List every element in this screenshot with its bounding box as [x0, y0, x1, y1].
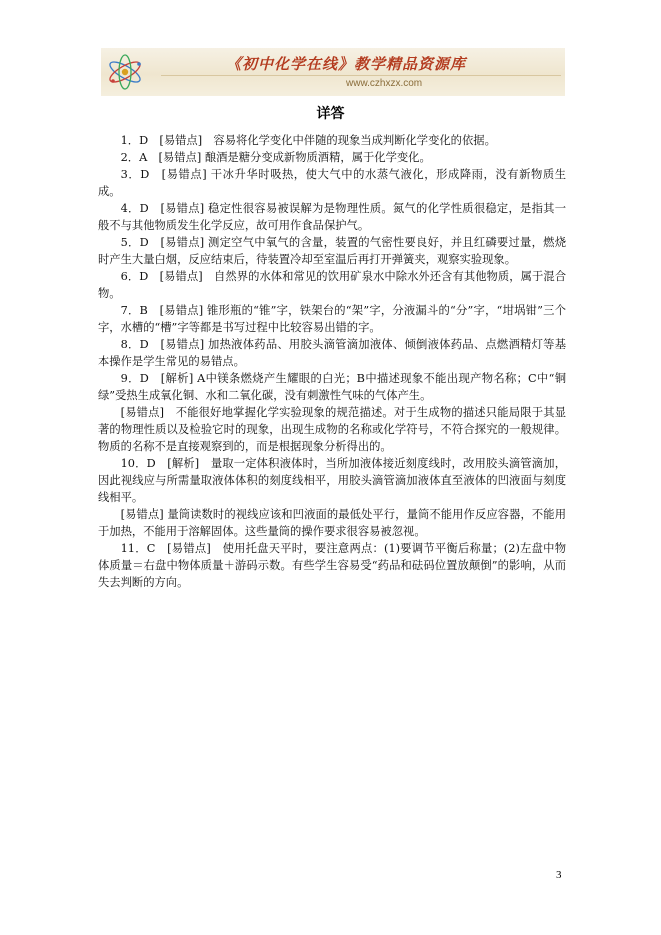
resource-banner — [101, 48, 565, 96]
atom-logo-icon — [101, 48, 157, 96]
answer-paragraph: 3．D [易错点] 干冰升华时吸热，使大气中的水蒸气液化，形成降雨，没有新物质生成。 — [98, 168, 566, 198]
answer-list — [98, 132, 566, 591]
page-number: 3 — [556, 869, 562, 881]
answer-paragraph: [易错点] 量筒读数时的视线应该和凹液面的最低处平行，量筒不能用作反应容器，不能用于加热，不能用于溶解固体。这些量筒的操作要求很容易被忽视。 — [98, 508, 566, 538]
banner-url: www.czhxzx.com — [346, 78, 423, 89]
answer-paragraph: 9．D [解析] A中镁条燃烧产生耀眼的白光；B中描述现象不能出现产物名称；C中“铜绿”受热生成氧化铜、水和二氧化碳，没有刺激性气味的气体产生。 — [98, 372, 566, 402]
answer-paragraph: 1．D [易错点] 容易将化学变化中伴随的现象当成判断化学变化的依据。 — [120, 134, 496, 147]
page-title: 详答 — [316, 106, 345, 122]
answer-paragraph: 4．D [易错点] 稳定性很容易被误解为是物理性质。氮气的化学性质很稳定，是指其一般不与其他物质发生化学反应，故可用作食品保护气。 — [98, 202, 566, 232]
answer-paragraph: 5．D [易错点] 测定空气中氧气的含量，装置的气密性要良好，并且红磷要过量，燃烧时产生大量白烟，反应结束后，待装置冷却至室温后再打开弹簧夹，观察实验现象。 — [98, 236, 566, 266]
answer-paragraph: [易错点] 不能很好地掌握化学实验现象的规范描述。对于生成物的描述只能局限于其显著的物理性质以及检验它时的现象，出现生成物的名称或化学符号，不符合探究的一般规律。物质的名称不是直接观察到的，而是根据现象分析得出的。 — [98, 406, 566, 453]
banner-divider — [161, 75, 561, 76]
answer-paragraph: 8．D [易错点] 加热液体药品、用胶头滴管滴加液体、倾倒液体药品、点燃酒精灯等基本操作是学生常见的易错点。 — [98, 338, 566, 368]
answer-paragraph: 10．D [解析] 量取一定体积液体时，当所加液体接近刻度线时，改用胶头滴管滴加，因此视线应与所需量取液体体积的刻度线相平，用胶头滴管滴加液体直至液体的凹液面与刻度线相平。 — [98, 457, 566, 504]
answer-paragraph: 11．C [易错点] 使用托盘天平时，要注意两点：(1)要调节平衡后称量；(2)左盘中物体质量＝右盘中物体质量＋游码示数。有些学生容易受“药品和砝码位置放颠倒”的影响，从而失去判断的方向。 — [98, 542, 566, 589]
answer-paragraph: 6．D [易错点] 自然界的水体和常见的饮用矿泉水中除水外还含有其他物质，属于混合物。 — [98, 270, 566, 300]
answer-paragraph: 7．B [易错点] 锥形瓶的“锥”字，铁架台的“架”字，分液漏斗的“分”字，“坩埚钳”三个字，水槽的“槽”字等都是书写过程中比较容易出错的字。 — [98, 304, 566, 334]
banner-title: 《初中化学在线》教学精品资源库 — [226, 55, 467, 73]
answer-paragraph: 2．A [易错点] 酿酒是糖分变成新物质酒精，属于化学变化。 — [120, 151, 431, 164]
